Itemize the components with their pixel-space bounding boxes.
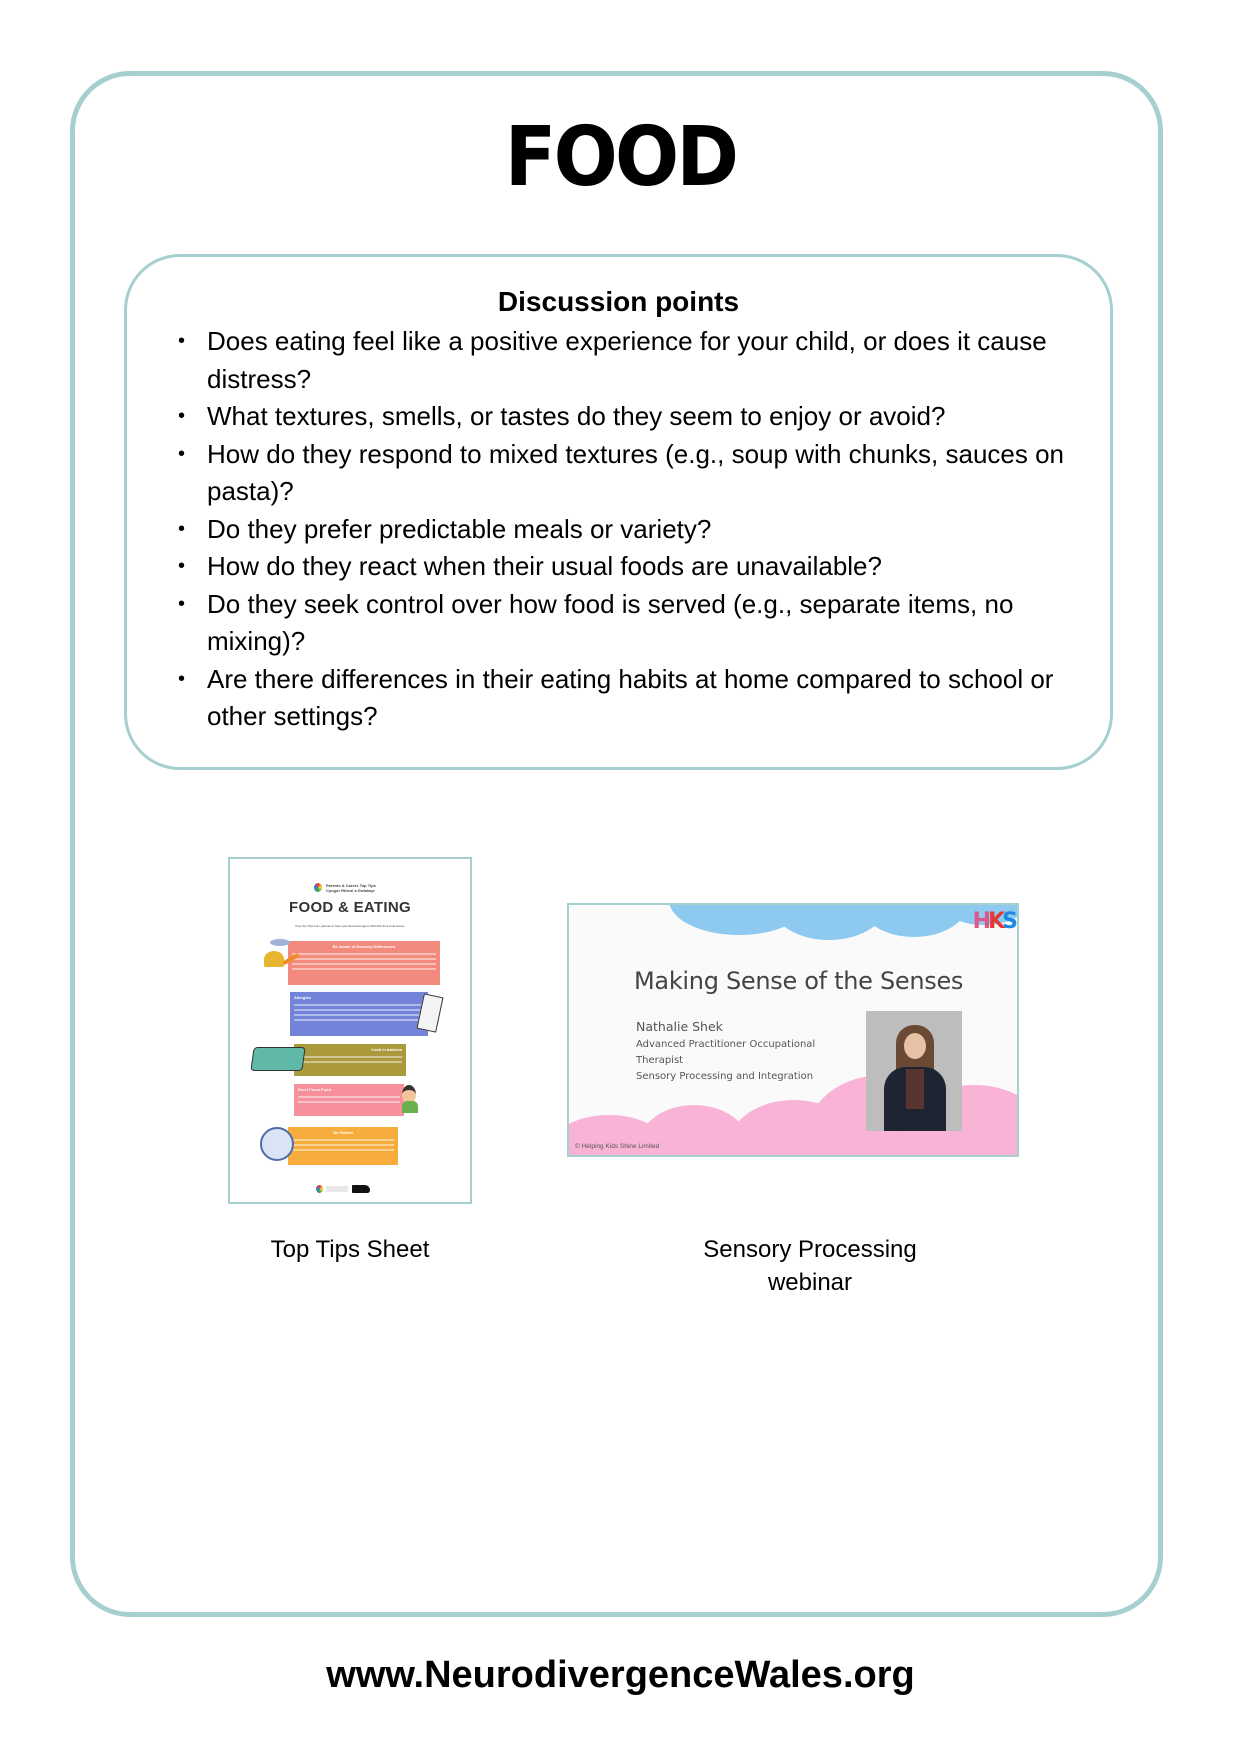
webinar-thumbnail[interactable]: HKS Making Sense of the Senses Nathalie Shek Advanced Practitioner Occupational Therapist Sensory Processing and Integration © Helping Kids Shine Limited — [567, 903, 1019, 1157]
footer-website-link[interactable]: www.NeurodivergenceWales.org — [326, 1654, 915, 1696]
tip-box: Don't Force Food — [294, 1084, 404, 1116]
discussion-point: • Does eating feel like a positive experience for your child, or does it cause distress? — [207, 323, 1107, 398]
tips-sheet-title: FOOD & EATING — [289, 899, 411, 916]
discussion-point: • What textures, smells, or tastes do they seem to enjoy or avoid? — [207, 398, 1107, 436]
webinar-caption[interactable]: Sensory Processing webinar — [703, 1236, 917, 1296]
bullet-icon: • — [178, 405, 186, 427]
presenter-photo — [866, 1011, 962, 1131]
hks-logo: HKS — [972, 909, 1015, 934]
discussion-point: • Are there differences in their eating habits at home compared to school or other settings? — [207, 661, 1107, 736]
tips-sheet-thumbnail[interactable]: Parents & Carers Top Tips Cyngor Rhieni a Gofalwyr FOOD & EATING Five Top Tips from parents to help your Neurodivergent child with their food issues Be Aware of Sensory Differences Allergies Cook in batches Don't Force Food Be Patient — [228, 857, 472, 1204]
discussion-heading: Discussion points — [497, 286, 740, 317]
partner-logos — [316, 1185, 372, 1193]
tips-sheet-caption[interactable]: Top Tips Sheet — [270, 1236, 430, 1263]
bullet-icon: • — [178, 330, 186, 352]
copyright-text: © Helping Kids Shine Limited — [575, 1143, 660, 1150]
tip-box: Be Aware of Sensory Differences — [288, 941, 440, 985]
webinar-title: Making Sense of the Senses — [634, 967, 964, 995]
logo-icon — [314, 883, 322, 892]
page-title: FOOD — [504, 110, 737, 205]
discussion-list — [178, 323, 1107, 736]
tip-box: Be Patient — [288, 1127, 398, 1165]
presenter-name: Nathalie Shek — [636, 1019, 723, 1034]
meditation-clock-icon — [260, 1127, 294, 1161]
person-face — [904, 1033, 926, 1059]
bullet-icon: • — [178, 667, 186, 690]
discussion-point: • Do they seek control over how food is served (e.g., separate items, no mixing)? — [207, 586, 1107, 661]
discussion-point: • How do they react when their usual foods are unavailable? — [207, 548, 1107, 586]
taco-icon — [264, 951, 284, 967]
bullet-icon: • — [178, 555, 186, 577]
bullet-icon: • — [178, 592, 186, 615]
tip-box: Cook in batches — [294, 1044, 406, 1076]
discussion-point: • How do they respond to mixed textures (e.g., soup with chunks, sauces on pasta)? — [207, 436, 1107, 511]
fish-icon — [270, 939, 290, 946]
tip-box: Allergies — [290, 992, 428, 1036]
bullet-icon: • — [178, 442, 186, 465]
food-container-icon — [250, 1047, 305, 1071]
discussion-point: • Do they prefer predictable meals or variety? — [207, 511, 1107, 549]
bullet-icon: • — [178, 517, 186, 540]
